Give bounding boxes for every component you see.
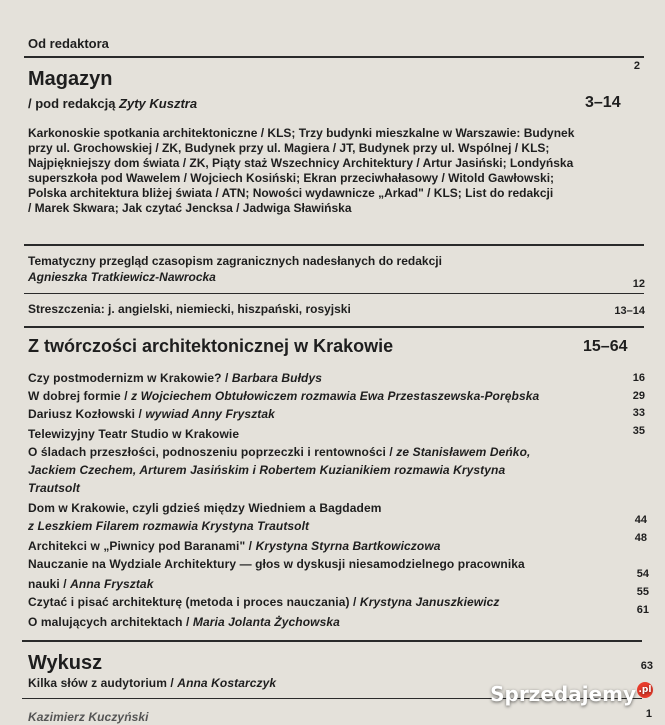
streszczenia-page: 13–14 [614,305,645,317]
toc-entry-page: 16 [632,372,645,384]
editor-page: 2 [633,60,640,72]
toc-entry [28,500,382,516]
toc-entry [28,370,322,386]
watermark-text: Sprzedajemy [490,682,636,706]
toc-entry-title: Kilka słów z audytorium / [28,676,178,690]
toc-entry [28,556,525,572]
toc-entry-page: 54 [636,568,649,580]
przeglad-author: Agnieszka Tratkiewicz-Nawrocka [28,270,216,284]
toc-entry [28,594,500,610]
toc-entry-continued [28,576,153,592]
przeglad-title: Tematyczny przegląd czasopism zagranicznych nadesłanych do redakcji [28,254,442,268]
wykusz-page-2: 1 [645,708,652,720]
toc-entry-title: Telewizyjny Teatr Studio w Krakowie [28,427,240,441]
toc-entry-author: Trautsolt [28,481,81,495]
toc-entry-title: Czy postmodernizm w Krakowie? / [28,371,232,385]
przeglad-page: 12 [632,278,645,290]
toc-entry [28,675,276,691]
divider [24,56,644,58]
magazyn-range: 3–14 [585,94,621,111]
toc-entry-cut [28,709,149,725]
toc-entry-title: Architekci w „Piwnicy pod Baranami" / [28,539,256,553]
toc-entry-author: Barbara Bułdys [231,371,323,385]
toc-entry-title: Dom w Krakowie, czyli gdzieś między Wiedniem a Bagdadem [28,501,382,515]
streszczenia-label: Streszczenia: j. angielski, niemiecki, hiszpański, rosyjski [28,302,351,316]
toc-entry-author: Krystyna Januszkiewicz [359,595,500,609]
divider [22,640,642,642]
magazyn-line: Karkonoskie spotkania architektoniczne / KLS; Trzy budynki mieszkalne w Warszawie: Budynek [28,126,575,140]
toc-entry-author: z Wojciechem Obtułowiczem rozmawia Ewa Przestaszewska-Porębska [131,389,540,403]
toc-entry [28,444,530,460]
toc-entry-page: 48 [634,532,647,544]
toc-entry-title: O malujących architektach / [28,615,193,629]
toc-entry-title: Czytać i pisać architekturę (metoda i proces nauczania) / [28,595,360,609]
section-title-wykusz: Wykusz [28,652,103,674]
toc-entry-page: 44 [634,514,647,526]
toc-entry-page: 61 [636,604,649,616]
magazyn-line: / Marek Skwara; Jak czytać Jencksa / Jadwiga Sławińska [28,201,352,215]
toc-entry-continued [28,480,80,496]
magazyn-line: Polska architektura bliżej świata / ATN; Nowości wydawnicze „Arkad" / KLS; List do redakcji [28,186,554,200]
toc-entry-title: nauki / [28,577,71,591]
magazyn-subtitle-author: Zyty Kusztra [119,96,198,111]
toc-entry-title: W dobrej formie / [28,389,132,403]
toc-entry-continued [28,462,505,478]
toc-entry-author: z Leszkiem Filarem rozmawia Krystyna Trautsolt [28,519,310,533]
krakow-range: 15–64 [583,338,628,355]
toc-entry-continued [28,518,309,534]
divider [24,293,644,294]
toc-entry-author: wywiad Anny Frysztak [145,407,275,421]
toc-entry-page: 55 [636,586,649,598]
toc-entry-author: Jackiem Czechem, Arturem Jasińskim i Robertem Kuzianikiem rozmawia Krystyna [28,463,506,477]
toc-entry-title: O śladach przeszłości, podnoszeniu poprzeczki i rentowności / [28,445,397,459]
toc-entry-title: Dariusz Kozłowski / [28,407,146,421]
toc-entry [28,426,239,442]
toc-entry [28,538,441,554]
section-title-magazyn: Magazyn [28,68,113,90]
divider [24,326,644,328]
toc-entry-author: Maria Jolanta Żychowska [192,615,340,629]
toc-entry-page: 35 [632,425,645,437]
toc-entry-author: Krystyna Styrna Bartkowiczowa [255,539,441,553]
toc-entry [28,406,275,422]
toc-entry-author: Anna Frysztak [70,577,154,591]
toc-entry-page: 33 [632,407,645,419]
toc-entry-author: Kazimierz Kuczyński [28,710,149,724]
toc-entry-page: 29 [632,390,645,402]
magazyn-line: superszkoła pod Wawelem / Wojciech Kosiński; Ekran przeciwhałasowy / Witold Gawłowski; [28,171,555,185]
divider [24,244,644,246]
toc-entry [28,388,539,404]
toc-entry-author: Anna Kostarczyk [177,676,277,690]
wykusz-page: 63 [640,660,653,672]
editor-label: Od redaktora [28,36,109,51]
toc-entry-title: Nauczanie na Wydziale Architektury — głos w dyskusji niesamodzielnego pracownika [28,557,525,571]
toc-entry-author: ze Stanisławem Deńko, [396,445,531,459]
magazyn-subtitle-prefix: / pod redakcją [28,96,116,111]
section-title-krakow: Z twórczości architektonicznej w Krakowie [28,336,394,356]
magazyn-subtitle [28,96,197,111]
magazyn-line: Najpiękniejszy dom świata / ZK, Piąty staż Wszechnicy Architektury / Artur Jasiński; Londyńska [28,156,574,170]
toc-entry [28,614,340,630]
magazyn-line: przy ul. Grochowskiej / ZK, Budynek przy ul. Magiera / JT, Budynek przy ul. Wspólnej / KLS; [28,141,550,155]
magazyn-contents [28,126,648,216]
watermark-badge: .pl [637,682,653,698]
watermark-logo [490,682,653,706]
